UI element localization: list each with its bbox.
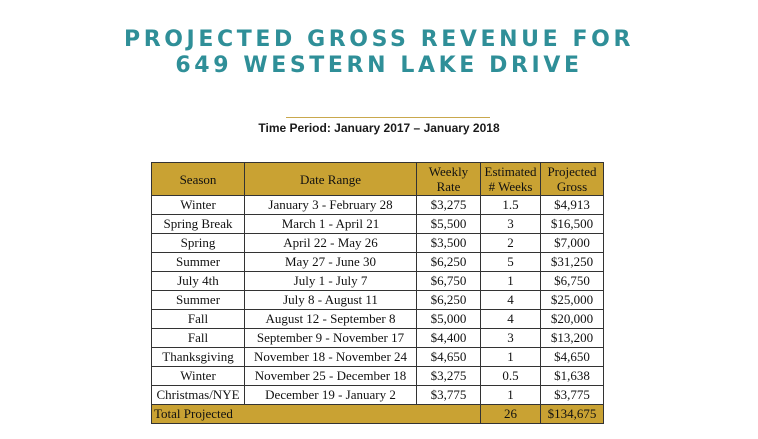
gross-cell: $16,500 (541, 215, 604, 234)
gross-cell: $31,250 (541, 253, 604, 272)
weeks-cell: 3 (481, 215, 541, 234)
revenue-table (151, 162, 604, 424)
gross-cell: $4,650 (541, 348, 604, 367)
header-gross-line-1: Projected (547, 164, 597, 179)
gross-cell: $25,000 (541, 291, 604, 310)
gross-cell: $7,000 (541, 234, 604, 253)
table-row (152, 310, 604, 329)
date-range-cell: November 25 - December 18 (245, 367, 417, 386)
weekly-rate-cell: $3,500 (417, 234, 481, 253)
weekly-rate-cell: $6,250 (417, 253, 481, 272)
weekly-rate-cell: $6,750 (417, 272, 481, 291)
weekly-rate-cell: $3,275 (417, 196, 481, 215)
table-row (152, 329, 604, 348)
weeks-cell: 3 (481, 329, 541, 348)
weeks-cell: 4 (481, 310, 541, 329)
weeks-cell: 1 (481, 272, 541, 291)
season-cell: Fall (152, 310, 245, 329)
gross-cell: $4,913 (541, 196, 604, 215)
header-gross-line-2: Gross (556, 179, 588, 194)
weekly-rate-cell: $3,275 (417, 367, 481, 386)
weeks-cell: 4 (481, 291, 541, 310)
date-range-cell: May 27 - June 30 (245, 253, 417, 272)
season-cell: July 4th (152, 272, 245, 291)
season-cell: Spring (152, 234, 245, 253)
weeks-cell: 1 (481, 348, 541, 367)
season-cell: Spring Break (152, 215, 245, 234)
table-header-row (152, 163, 604, 196)
total-label: Total Projected (152, 405, 481, 424)
date-range-cell: August 12 - September 8 (245, 310, 417, 329)
season-cell: Fall (152, 329, 245, 348)
season-cell: Christmas/NYE (152, 386, 245, 405)
weekly-rate-cell: $6,250 (417, 291, 481, 310)
divider-rule (286, 117, 490, 118)
header-estimated-weeks (481, 163, 541, 196)
header-weeks-line-1: Estimated (484, 164, 537, 179)
total-row (152, 405, 604, 424)
total-gross: $134,675 (541, 405, 604, 424)
date-range-cell: March 1 - April 21 (245, 215, 417, 234)
weekly-rate-cell: $3,775 (417, 386, 481, 405)
weekly-rate-cell: $5,500 (417, 215, 481, 234)
weeks-cell: 5 (481, 253, 541, 272)
header-season: Season (152, 163, 245, 196)
header-weeks-line-2: # Weeks (488, 179, 533, 194)
date-range-cell: January 3 - February 28 (245, 196, 417, 215)
table-row (152, 291, 604, 310)
weekly-rate-cell: $4,400 (417, 329, 481, 348)
gross-cell: $3,775 (541, 386, 604, 405)
weekly-rate-cell: $5,000 (417, 310, 481, 329)
table-row (152, 215, 604, 234)
table-row (152, 386, 604, 405)
season-cell: Thanksgiving (152, 348, 245, 367)
season-cell: Summer (152, 253, 245, 272)
table-row (152, 272, 604, 291)
page-title-line-2: 649 WESTERN LAKE DRIVE (175, 53, 583, 78)
header-weekly-rate-line-1: Weekly (428, 164, 469, 179)
date-range-cell: April 22 - May 26 (245, 234, 417, 253)
season-cell: Winter (152, 367, 245, 386)
table-row (152, 367, 604, 386)
table-row (152, 348, 604, 367)
date-range-cell: December 19 - January 2 (245, 386, 417, 405)
gross-cell: $20,000 (541, 310, 604, 329)
weeks-cell: 1 (481, 386, 541, 405)
header-weekly-rate-line-2: Rate (436, 179, 461, 194)
page-title-line-1: PROJECTED GROSS REVENUE FOR (123, 27, 634, 52)
date-range-cell: July 1 - July 7 (245, 272, 417, 291)
weeks-cell: 1.5 (481, 196, 541, 215)
table-row (152, 196, 604, 215)
time-period-label: Time Period: January 2017 – January 2018 (258, 121, 500, 135)
table-row (152, 234, 604, 253)
header-projected-gross (541, 163, 604, 196)
season-cell: Summer (152, 291, 245, 310)
weeks-cell: 2 (481, 234, 541, 253)
total-weeks: 26 (481, 405, 541, 424)
gross-cell: $1,638 (541, 367, 604, 386)
date-range-cell: July 8 - August 11 (245, 291, 417, 310)
header-date-range: Date Range (245, 163, 417, 196)
gross-cell: $6,750 (541, 272, 604, 291)
season-cell: Winter (152, 196, 245, 215)
header-weekly-rate (417, 163, 481, 196)
date-range-cell: September 9 - November 17 (245, 329, 417, 348)
weekly-rate-cell: $4,650 (417, 348, 481, 367)
table-row (152, 253, 604, 272)
gross-cell: $13,200 (541, 329, 604, 348)
weeks-cell: 0.5 (481, 367, 541, 386)
date-range-cell: November 18 - November 24 (245, 348, 417, 367)
